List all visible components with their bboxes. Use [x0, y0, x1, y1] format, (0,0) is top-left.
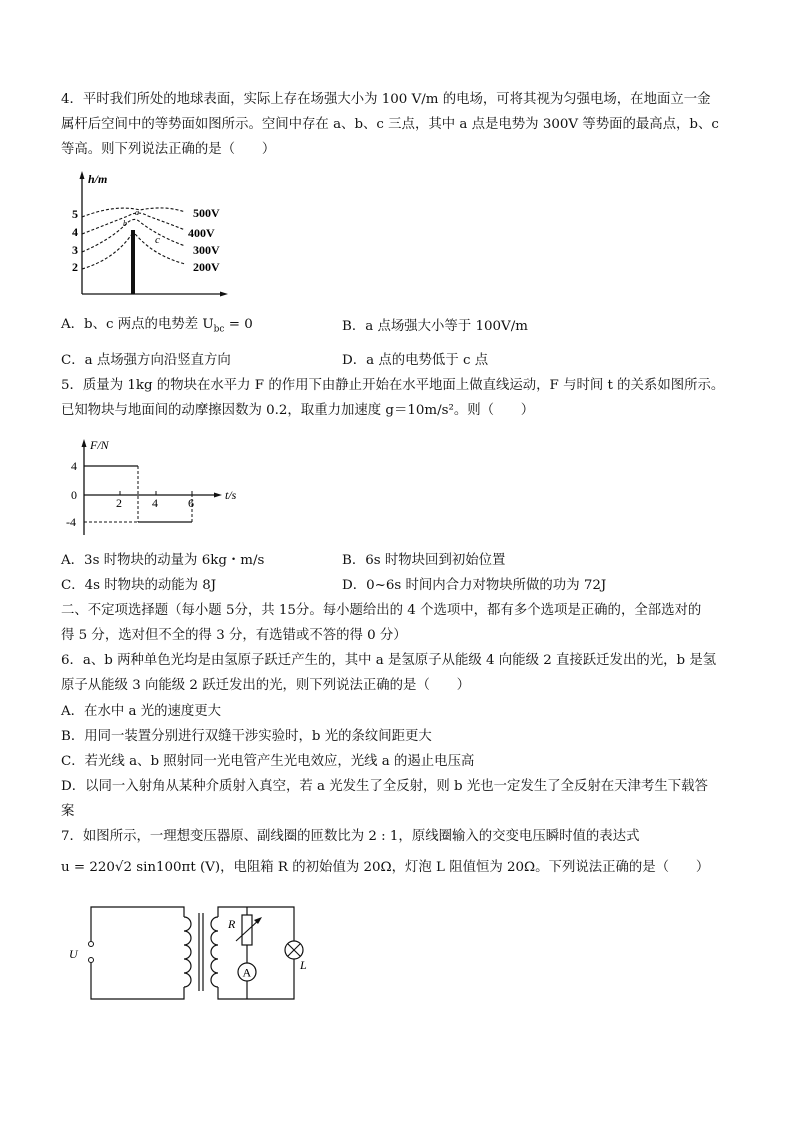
- q4-point-c: c: [155, 234, 160, 246]
- q6-line-1: 6．a、b 两种单色光均是由氢原子跃迁产生的，其中 a 是氢原子从能级 4 向能级 2 直接跃迁发出的光，b 是氢: [61, 653, 717, 668]
- q4-line-1: 4．平时我们所处的地球表面，实际上存在场强大小为 100 V/m 的电场，可将其视为匀强电场，在地面立一金: [61, 92, 711, 107]
- q4-option-a: [61, 316, 253, 339]
- q4-label-500v: 500V: [193, 206, 220, 220]
- q6-option-a: A．在水中 a 光的速度更大: [61, 704, 222, 719]
- q5-y-tick-0: 0: [71, 488, 77, 502]
- q5-option-d: D．0~6s 时间内合力对物块所做的功为 72J: [342, 578, 607, 593]
- q5-option-c: C．4s 时物块的动能为 8J: [61, 578, 217, 593]
- q5-y-label: F/N: [90, 438, 109, 452]
- section2-line-2: 得 5 分，选对但不全的得 3 分，有选错或不答的得 0 分）: [61, 628, 407, 643]
- q5-x-tick-6: 6: [188, 496, 194, 510]
- q5-x-tick-4: 4: [152, 496, 158, 510]
- q4-point-a: a: [135, 208, 139, 217]
- q7-secondary-wire-bottom: [218, 959, 294, 999]
- q7-lamp-label: L: [300, 958, 307, 972]
- q4-option-a-subscript: bc: [213, 324, 225, 335]
- q4-curve-500v: [82, 208, 185, 217]
- q7-source-label: U: [69, 947, 78, 961]
- q4-option-c: C．a 点场强方向沿竖直方向: [61, 353, 231, 368]
- q4-tick-3: 3: [72, 243, 78, 257]
- q4-tick-5: 5: [72, 207, 78, 221]
- q7-primary-wire-top: [91, 907, 184, 941]
- q4-tick-4: 4: [72, 225, 78, 239]
- q4-label-300v: 300V: [193, 243, 220, 257]
- q4-metal-rod: [131, 230, 135, 294]
- q4-x-arrow: [220, 292, 228, 297]
- q7-secondary-coil: [211, 917, 218, 987]
- q4-option-d: D．a 点的电势低于 c 点: [342, 353, 489, 368]
- q4-option-b: B．a 点场强大小等于 100V/m: [342, 319, 528, 334]
- q5-y-tick-neg4: -4: [66, 515, 76, 529]
- q5-y-tick-4: 4: [71, 459, 77, 473]
- q4-y-arrow: [80, 171, 85, 179]
- q4-option-a-text: A．b、c 两点的电势差 U: [61, 317, 214, 332]
- section2-line-1: 二、不定项选择题（每小题 5分，共 15分。每小题给出的 4 个选项中，都有多个选项是正确的，全部选对的: [61, 603, 702, 618]
- q5-line-1: 5．质量为 1kg 的物块在水平力 F 的作用下由静止开始在水平地面上做直线运动，F 与时间 t 的关系如图所示。: [61, 378, 725, 393]
- q7-transformer-circuit: [64, 903, 314, 1003]
- q5-option-a: A．3s 时物块的动量为 6kg・m/s: [61, 553, 265, 568]
- q7-primary-coil: [184, 917, 191, 987]
- q6-option-c: C．若光线 a、b 照射同一光电管产生光电效应，光线 a 的遏止电压高: [61, 754, 475, 769]
- q6-line-2: 原子从能级 3 向能级 2 跃迁发出的光，则下列说法正确的是（ ）: [61, 678, 471, 693]
- q5-x-tick-2: 2: [116, 496, 122, 510]
- q5-option-b: B．6s 时物块回到初始位置: [342, 553, 506, 568]
- q7-primary-wire-bottom: [91, 963, 184, 999]
- q7-line-2: u = 220√2 sin100πt (V)，电阻箱 R 的初始值为 20Ω，灯泡 L 阻值恒为 20Ω。下列说法正确的是（ ）: [61, 860, 710, 875]
- q4-label-400v: 400V: [188, 226, 215, 240]
- q5-line-2: 已知物块与地面间的动摩擦因数为 0.2，取重力加速度 g＝10m/s²。则（ ）: [61, 403, 535, 418]
- q5-x-label: t/s: [225, 488, 237, 502]
- q4-label-200v: 200V: [193, 260, 220, 274]
- q5-x-arrow: [214, 493, 222, 498]
- q4-option-a-tail: = 0: [224, 317, 253, 332]
- q4-tick-2: 2: [72, 260, 78, 274]
- q4-axis-label: h/m: [88, 172, 108, 186]
- q6-option-b: B．用同一装置分别进行双缝干涉实验时，b 光的条纹间距更大: [61, 729, 432, 744]
- q7-ammeter-label: A: [242, 965, 252, 980]
- q7-terminal-top: [89, 942, 94, 947]
- q7-terminal-bottom: [89, 958, 94, 963]
- q6-option-d-line-1: D．以同一入射角从某种介质射入真空，若 a 光发生了全反射，则 b 光也一定发生了全反射在天津考生下载答: [61, 779, 708, 794]
- q7-line-1: 7．如图所示，一理想变压器原、副线圈的匝数比为 2 : 1，原线圈输入的交变电压瞬时值的表达式: [61, 829, 640, 844]
- q7-resistor-box: [242, 915, 252, 945]
- q4-line-2: 属杆后空间中的等势面如图所示。空间中存在 a、b、c 三点，其中 a 点是电势为 300V 等势面的最高点，b、c: [61, 117, 719, 132]
- q7-resistor-label: R: [228, 917, 236, 931]
- q4-line-3: 等高。则下列说法正确的是（ ）: [61, 142, 276, 157]
- q4-point-b: b: [123, 219, 127, 228]
- q6-option-d-line-2: 案: [61, 804, 75, 819]
- q5-y-arrow: [82, 439, 87, 447]
- q4-equipotential-figure: [60, 168, 235, 300]
- q5-force-time-graph: [62, 435, 252, 540]
